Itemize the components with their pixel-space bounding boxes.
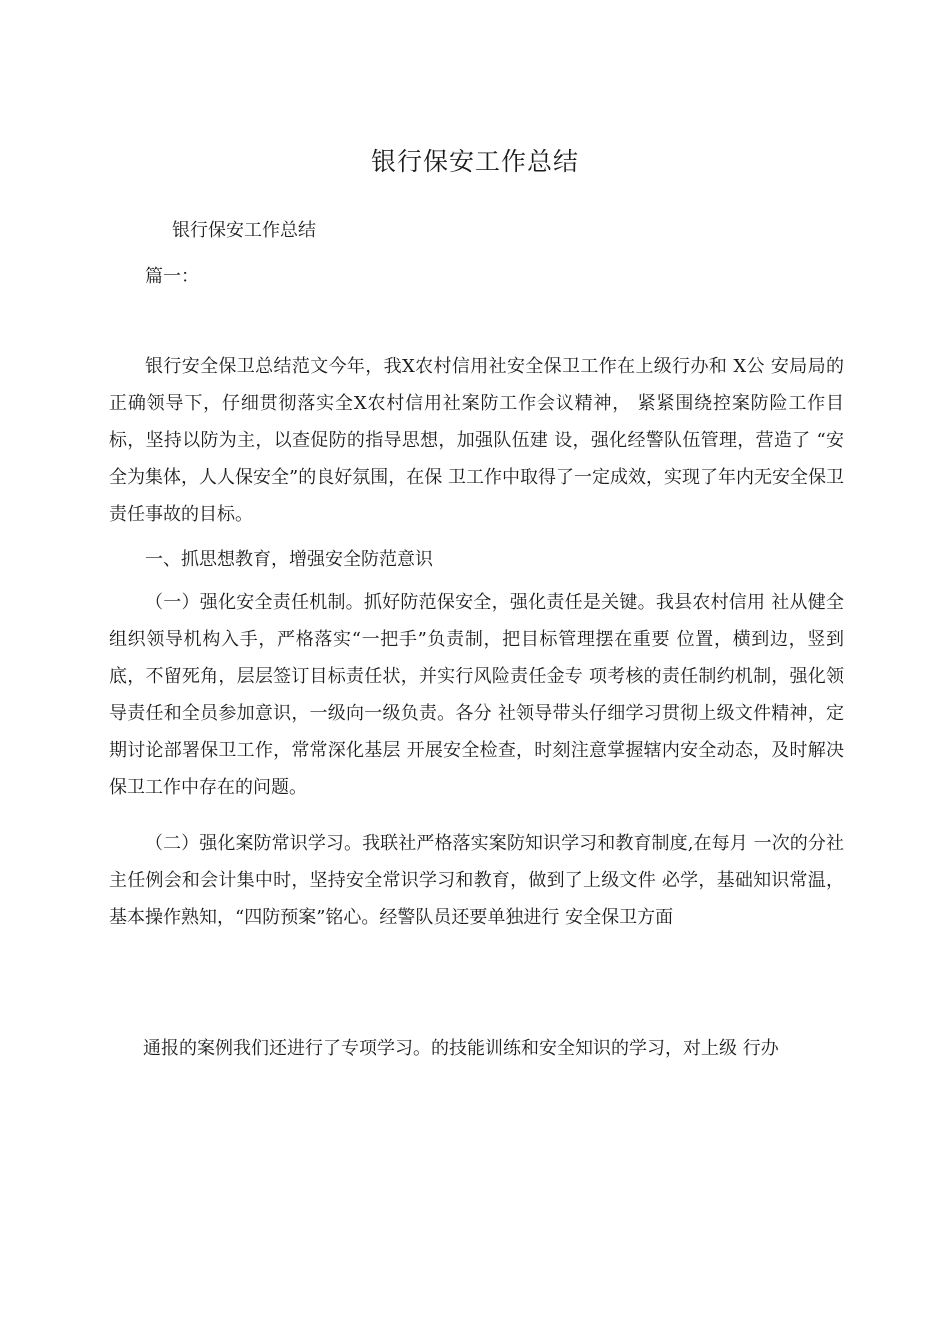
paragraph-learning: （二）强化案防常识学习。我联社严格落实案防知识学习和教育制度,在每月 一次的分社主任例会和会计集中时，坚持安全常识学习和教育，做到了上级文件 必学，基础知识常温，基本操作熟知，“四防预案”铭心。经警队员还要单独进行 安全保卫方面 xyxy=(109,833,844,928)
document-subtitle: 银行保安工作总结 xyxy=(172,220,316,241)
paragraph-continuation: 通报的案例我们还进行了专项学习。的技能训练和安全知识的学习，对上级 行办 xyxy=(143,1038,779,1059)
paragraph-intro: 银行安全保卫总结范文今年，我X农村信用社安全保卫工作在上级行办和 X公 安局局的正确领导下，仔细贯彻落实全X农村信用社案防工作会议精神， 紧紧围绕控案防险工作目标，坚持以防为主，以查促防的指导思想，加强队伍建 设，强化经警队伍管理，营造了 “安全为集体，人人保安全”的良好氛围，在保 卫工作中取得了一定成效，实现了年内无安全保卫责任事故的目标。 xyxy=(109,356,844,525)
part-label: 篇一： xyxy=(145,266,199,287)
document-title: 银行保安工作总结 xyxy=(370,147,579,176)
section-heading-1: 一、抓思想教育，增强安全防范意识 xyxy=(145,549,433,570)
paragraph-responsibility: （一）强化安全责任机制。抓好防范保安全，强化责任是关键。我县农村信用 社从健全组织领导机构入手，严格落实“一把手”负责制，把目标管理摆在重要 位置，横到边，竖到底，不留死角，层层签订目标责任状，并实行风险责任金专 项考核的责任制约机制，强化领导责任和全员参加意识，一级向一级负责。各分 社领导带头仔细学习贯彻上级文件精神，定期讨论部署保卫工作，常常深化基层 开展安全检查，时刻注意掌握辖内安全动态，及时解决保卫工作中存在的问题。 xyxy=(109,592,844,798)
